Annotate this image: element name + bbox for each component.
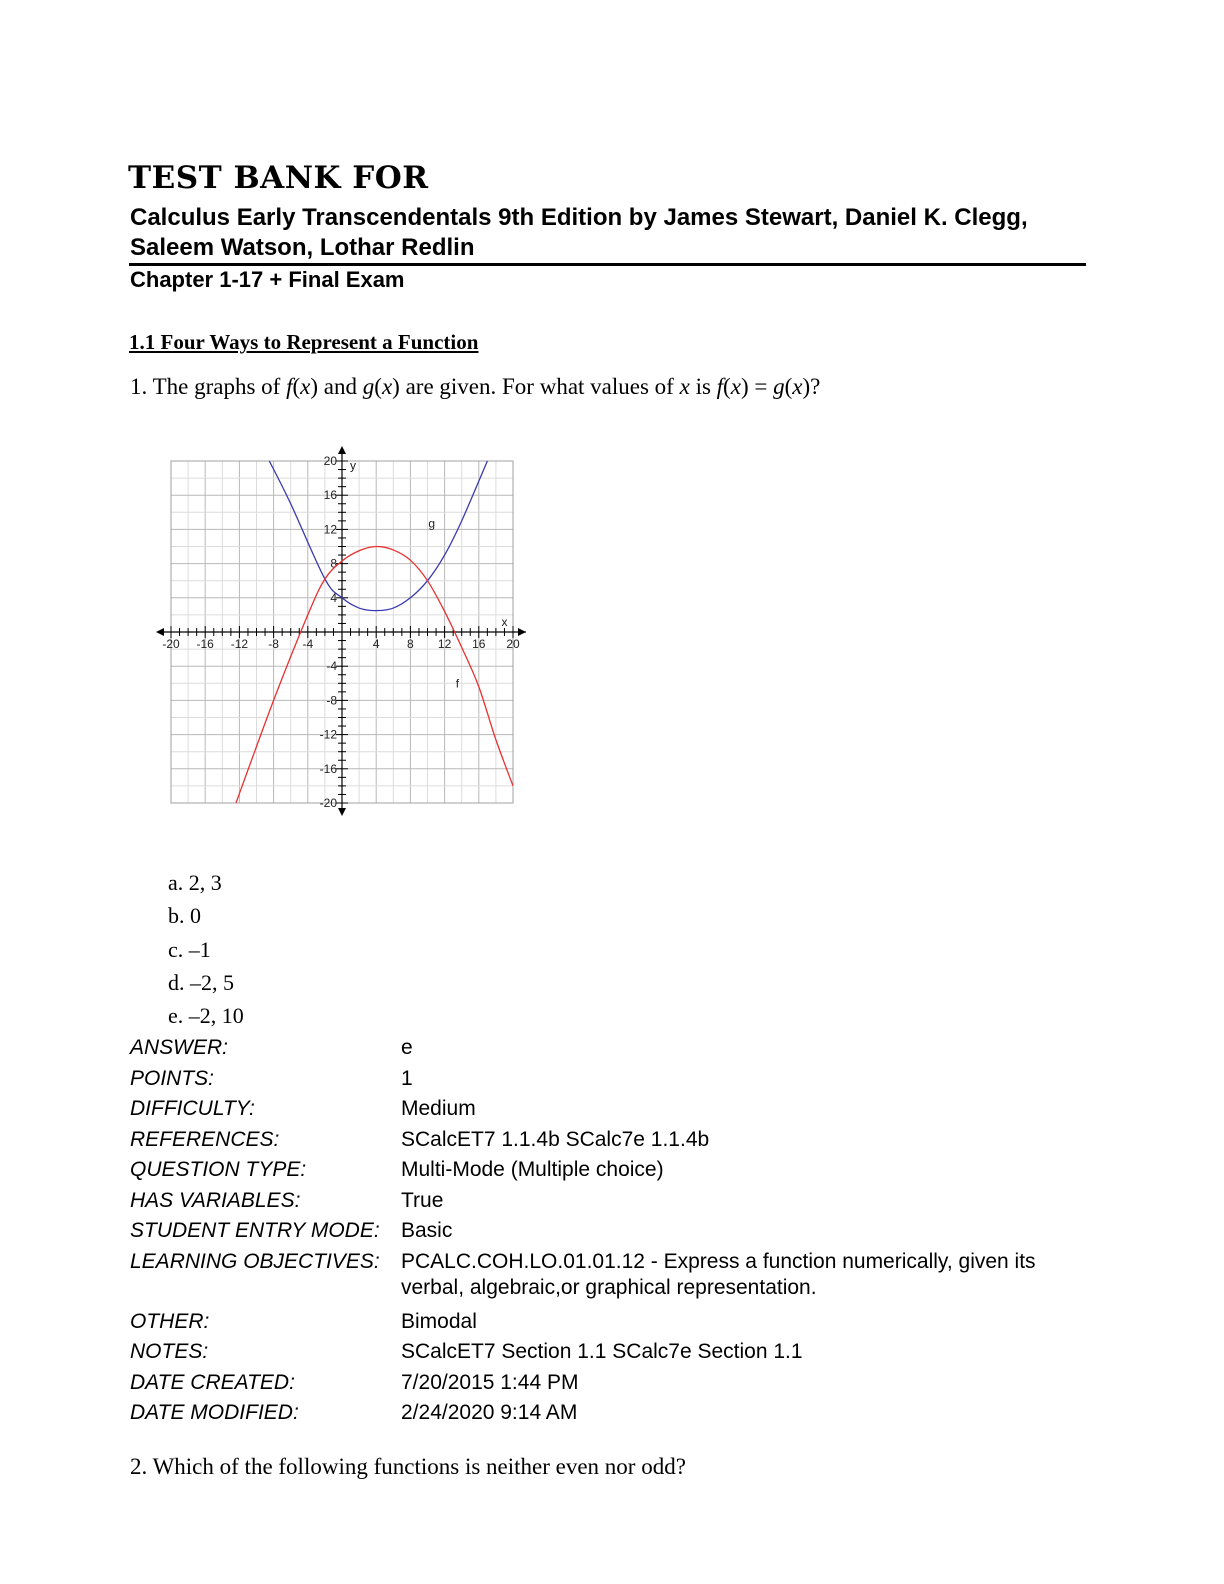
- meta-key: NOTES:: [130, 1340, 209, 1363]
- meta-row-learning-objectives: [130, 1247, 1081, 1307]
- question-2: 2. Which of the following functions is neither even nor odd?: [130, 1454, 686, 1479]
- choice-letter: a.: [168, 870, 184, 895]
- y-axis-arrow-up: [338, 446, 346, 454]
- series-line-g: [269, 458, 487, 611]
- x-axis-arrow-left: [156, 628, 164, 636]
- meta-row-question-type: [130, 1155, 1081, 1186]
- meta-key: LEARNING OBJECTIVES:: [130, 1249, 380, 1273]
- question-text-and: and: [323, 374, 358, 399]
- function-graph: [150, 440, 540, 820]
- question-1: 1. The graphs of f(x) and g(x) are given. For what values of x is f(x) = g(x)?: [130, 374, 821, 399]
- g-name: g: [362, 374, 375, 399]
- question-text-eq: =: [754, 374, 768, 399]
- meta-row-other: [130, 1307, 1081, 1338]
- x-tick-label: 8: [407, 637, 414, 651]
- series-line-f: [236, 546, 513, 803]
- question-text-start: The graphs of: [152, 374, 281, 399]
- g-name: g: [773, 374, 785, 399]
- meta-row-answer: [130, 1033, 1081, 1064]
- f-name: f: [716, 374, 724, 399]
- choice-b[interactable]: [168, 899, 244, 932]
- book-title: Calculus Early Transcendentals 9th Edition by James Stewart, Daniel K. Clegg, Saleem Watson, Lothar Redlin: [130, 204, 1028, 261]
- x-var: x: [300, 374, 311, 399]
- answer-choices: [168, 866, 244, 1032]
- y-tick-label: -12: [319, 727, 337, 742]
- meta-key: HAS VARIABLES:: [130, 1188, 301, 1212]
- meta-value: 2/24/2020 9:14 AM: [401, 1401, 578, 1424]
- meta-value: 7/20/2015 1:44 PM: [401, 1370, 579, 1394]
- question-metadata: [130, 1033, 1081, 1429]
- curve-label-f: f: [455, 676, 460, 691]
- y-tick-label: -16: [319, 761, 337, 776]
- meta-value: Basic: [401, 1219, 453, 1242]
- meta-row-has-variables: [130, 1186, 1081, 1217]
- y-axis-arrow-down: [338, 808, 346, 816]
- choice-value: 2, 3: [188, 870, 222, 895]
- choice-value: –2, 5: [190, 969, 234, 995]
- section-title: 1.1 Four Ways to Represent a Function: [129, 330, 479, 354]
- meta-value: e: [401, 1036, 413, 1059]
- meta-row-date-modified: [130, 1398, 1081, 1429]
- x-var: x: [730, 374, 741, 399]
- chapter-range: Chapter 1-17 + Final Exam: [130, 267, 405, 292]
- x-tick-label: -4: [302, 637, 314, 651]
- y-tick-label: 8: [330, 556, 337, 571]
- x-var: x: [792, 374, 803, 399]
- y-tick-label: 20: [323, 454, 337, 468]
- y-tick-label: 16: [323, 488, 337, 503]
- meta-key: DATE CREATED:: [130, 1370, 295, 1394]
- meta-key: QUESTION TYPE:: [130, 1158, 307, 1181]
- y-axis-label: y: [350, 458, 356, 473]
- meta-row-notes: [130, 1337, 1081, 1368]
- x-tick-label: 16: [472, 637, 486, 651]
- meta-key: DATE MODIFIED:: [130, 1401, 299, 1424]
- choice-letter: b.: [168, 903, 185, 929]
- x-axis-arrow-right: [518, 628, 526, 636]
- curve-label-g: g: [428, 516, 436, 531]
- x-var: x: [679, 374, 690, 399]
- x-tick-label: 12: [437, 637, 452, 651]
- f-name: f: [286, 374, 293, 399]
- x-tick-label: -8: [268, 637, 279, 651]
- choice-letter: d.: [168, 969, 185, 995]
- meta-value: SCalcET7 1.1.4b SCalc7e 1.1.4b: [401, 1127, 710, 1151]
- choice-letter: e.: [168, 1003, 184, 1029]
- x-axis-label: x: [501, 615, 508, 629]
- meta-value: SCalcET7 Section 1.1 SCalc7e Section 1.1: [401, 1340, 803, 1363]
- meta-key: OTHER:: [130, 1309, 210, 1333]
- y-tick-label: -20: [319, 796, 337, 810]
- y-tick-label: -4: [326, 659, 337, 674]
- y-tick-label: -8: [326, 693, 337, 708]
- x-tick-label: 20: [506, 637, 520, 651]
- meta-value: True: [401, 1188, 444, 1212]
- meta-row-difficulty: [130, 1094, 1081, 1125]
- y-tick-label: 4: [330, 590, 337, 605]
- meta-row-points: [130, 1064, 1081, 1095]
- meta-row-date-created: [130, 1368, 1081, 1399]
- choice-value: –2, 10: [188, 1003, 244, 1029]
- x-tick-label: 4: [372, 637, 380, 651]
- meta-row-entry-mode: [130, 1216, 1081, 1247]
- choice-value: 0: [190, 903, 201, 929]
- question-text-mid: are given. For what values of: [405, 374, 674, 399]
- question-text-is: is: [695, 374, 711, 399]
- meta-key: STUDENT ENTRY MODE:: [130, 1219, 380, 1242]
- x-var: x: [381, 374, 393, 399]
- meta-key: POINTS:: [130, 1066, 215, 1090]
- question-number: 1.: [130, 374, 148, 399]
- meta-key: ANSWER:: [130, 1036, 229, 1059]
- meta-key: DIFFICULTY:: [130, 1097, 255, 1120]
- x-tick-label: -20: [162, 637, 180, 651]
- meta-row-references: [130, 1125, 1081, 1156]
- choice-letter: c.: [168, 936, 184, 962]
- meta-value: Bimodal: [401, 1309, 477, 1333]
- y-tick-label: 12: [323, 522, 337, 537]
- meta-key: REFERENCES:: [130, 1127, 280, 1151]
- meta-value: 1: [401, 1066, 413, 1090]
- choice-c[interactable]: [168, 933, 244, 966]
- choice-a[interactable]: [168, 866, 244, 899]
- meta-value: PCALC.COH.LO.01.01.12 - Express a function numerically, given its verbal, algebraic,or graphical representation.: [401, 1249, 1036, 1299]
- x-tick-label: -12: [230, 637, 249, 651]
- choice-e[interactable]: [168, 999, 244, 1032]
- choice-value: –1: [188, 936, 211, 962]
- banner-title: TEST BANK FOR: [128, 160, 429, 196]
- question-text-end: ?: [810, 374, 821, 399]
- meta-value: Medium: [401, 1097, 476, 1120]
- choice-d[interactable]: [168, 966, 244, 999]
- x-tick-label: -16: [196, 637, 214, 651]
- meta-value: Multi-Mode (Multiple choice): [401, 1158, 664, 1181]
